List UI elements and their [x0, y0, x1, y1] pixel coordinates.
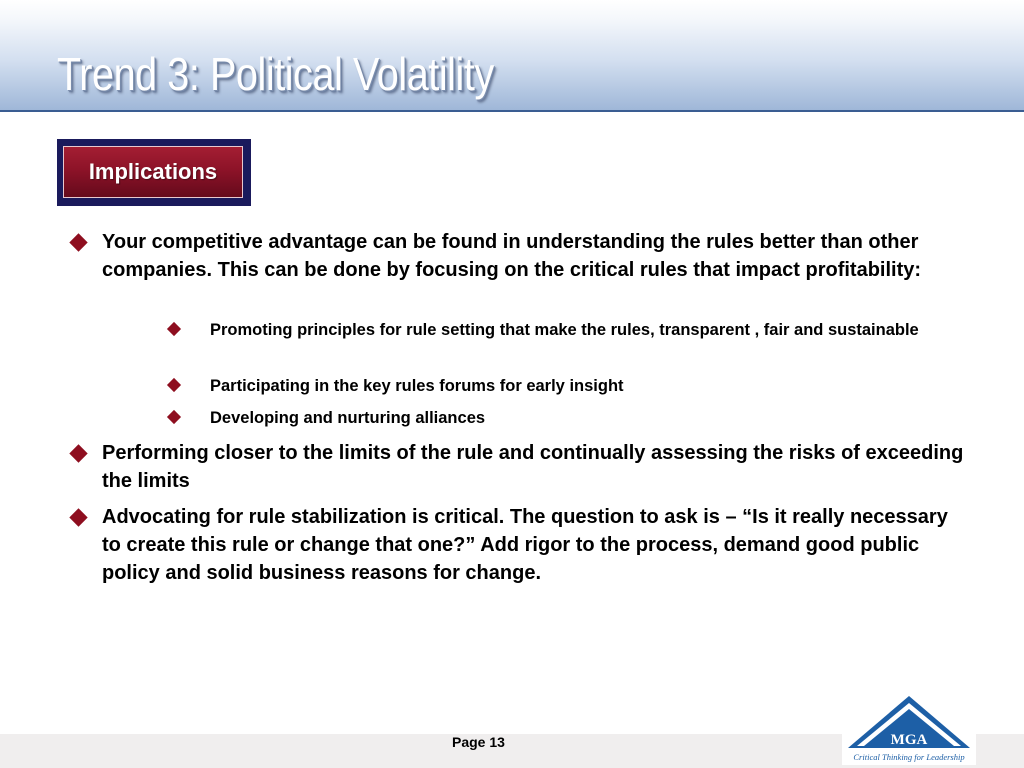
- page-number: Page 13: [452, 734, 505, 750]
- sub-bullet-diamond-icon: [167, 410, 181, 424]
- bullet-item: Performing closer to the limits of the rule and continually assessing the risks of exceeding the limits: [102, 442, 964, 492]
- sub-bullet-item: Promoting principles for rule setting that make the rules, transparent , fair and sustainable: [210, 321, 919, 339]
- sub-bullet-diamond-icon: [167, 322, 181, 336]
- bullet-diamond-icon: [69, 233, 87, 251]
- bullet-item: Your competitive advantage can be found in understanding the rules better than other companies. This can be done by focusing on the critical rules that impact profitability:: [102, 231, 922, 281]
- bullet-diamond-icon: [69, 508, 87, 526]
- implications-label: Implications: [88, 159, 218, 184]
- implications-label-inner: [63, 146, 243, 198]
- bullet-item: Advocating for rule stabilization is critical. The question to ask is – “Is it really necessary to create this rule or change that one?” Add rigor to the process, demand good public policy and solid business reasons for change.: [102, 506, 948, 584]
- sub-bullet-item: Developing and nurturing alliances: [210, 409, 486, 427]
- implications-label-box: [57, 139, 251, 206]
- bullet-diamond-icon: [69, 444, 87, 462]
- header-divider: [0, 110, 1024, 112]
- slide-title: Trend 3: Political Volatility: [57, 48, 494, 100]
- logo-letters: MGA: [890, 732, 928, 748]
- sub-bullet-diamond-icon: [167, 378, 181, 392]
- mga-logo: [842, 693, 976, 765]
- sub-bullet-item: Participating in the key rules forums for early insight: [210, 377, 624, 395]
- logo-tagline: Critical Thinking for Leadership: [853, 752, 965, 762]
